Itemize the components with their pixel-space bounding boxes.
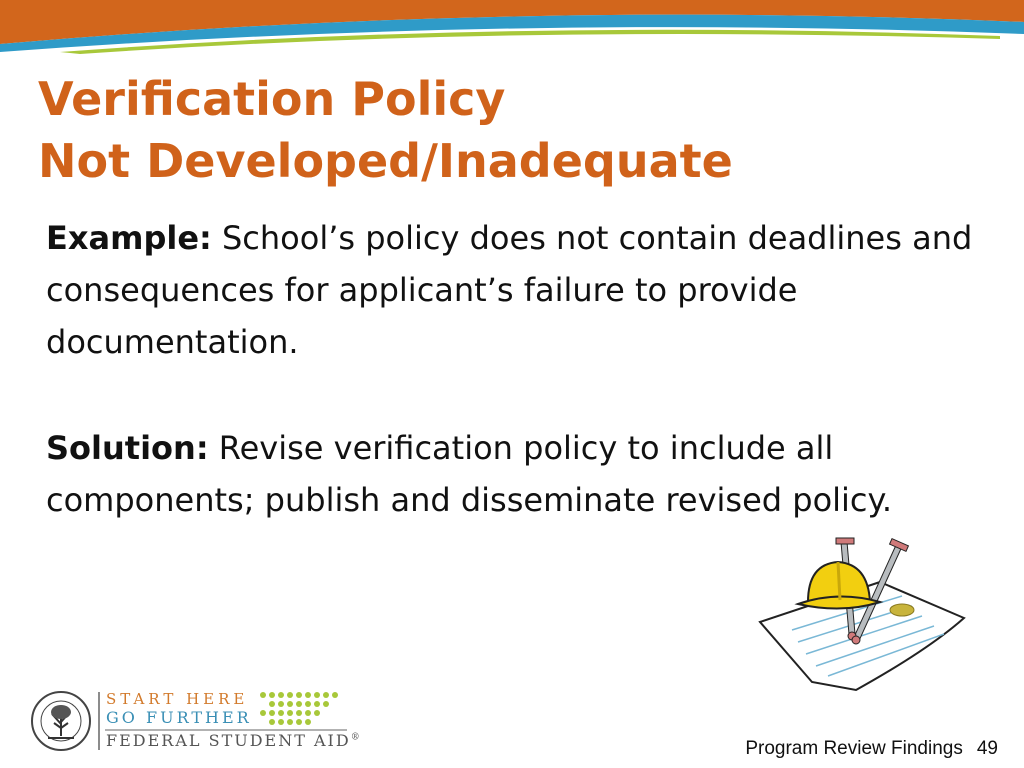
solution-label: Solution:: [46, 429, 209, 467]
fsa-tagline-start: START HERE: [106, 690, 249, 708]
example-label: Example:: [46, 219, 212, 257]
solution-text: Revise verification policy to include all components; publish and disseminate revised policy.: [46, 429, 893, 519]
example-text: School’s policy does not contain deadlines and consequences for applicant’s failure to provide documentation.: [46, 219, 973, 361]
seal-icon: [30, 690, 92, 752]
fsa-tagline-go: GO FURTHER: [106, 708, 252, 727]
header-banner: [0, 0, 1024, 60]
footer-section: Program Review Findings: [745, 738, 963, 759]
slide-title: [38, 68, 733, 192]
example-paragraph: [46, 212, 986, 368]
title-line-1: Verification Policy: [38, 72, 506, 126]
title-line-2: Not Developed/Inadequate: [38, 134, 733, 188]
registered-mark: ®: [350, 732, 362, 743]
fsa-name-text: FEDERAL STUDENT AID: [106, 731, 351, 750]
page-number: 49: [976, 738, 998, 759]
hard-hat-icon: [798, 562, 880, 609]
solution-paragraph: [46, 422, 986, 526]
document-clipart: [752, 530, 982, 700]
fsa-name: [106, 731, 362, 750]
slide-footer: [745, 738, 998, 760]
